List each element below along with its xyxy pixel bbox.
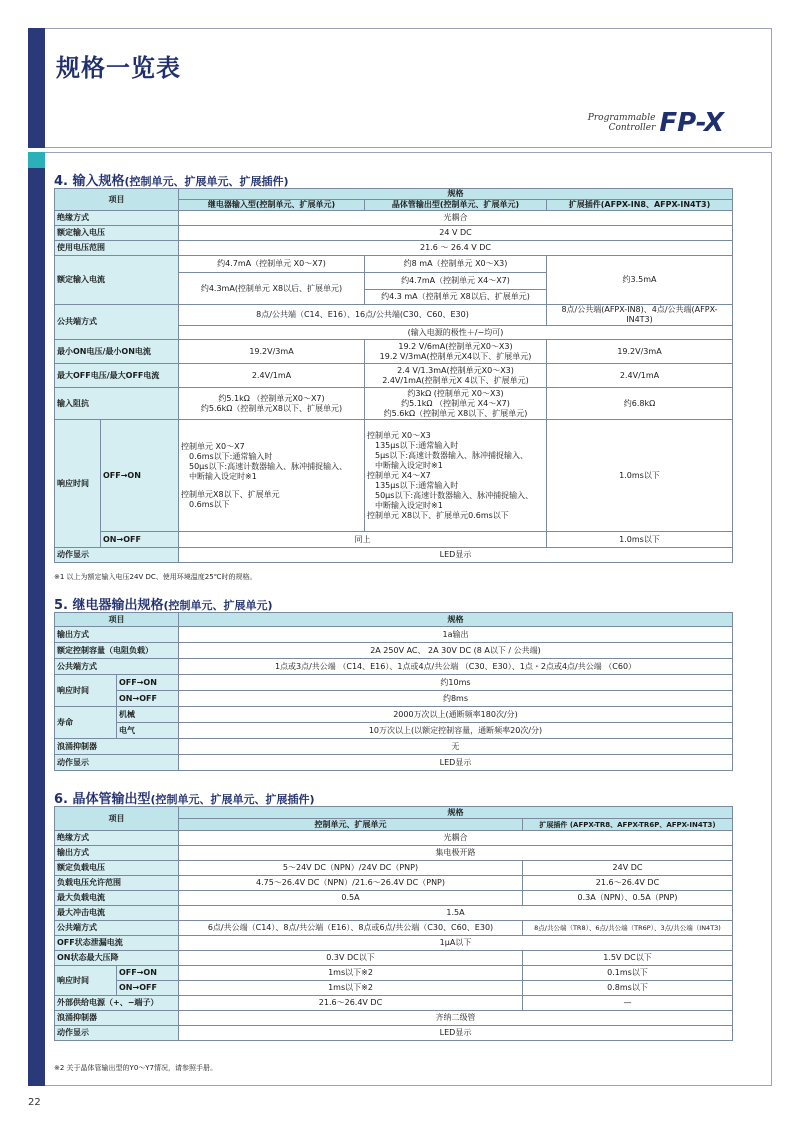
row-label: 额定输入电压 (55, 226, 179, 241)
cell-value: 19.2V/3mA (547, 340, 733, 364)
header-spec: 规格 (179, 189, 733, 200)
cell-value: 约5.1kΩ （控制单元X0～X7) 约5.6kΩ（控制单元X8以下、扩展单元) (179, 388, 365, 420)
cell-value: 2.4 V/1.3mA(控制单元X0～X3) 2.4V/1mA(控制单元X 4以下、扩展单元) (365, 364, 547, 388)
cell-value: 8点/公共端(AFPX-IN8)、4点/公共端(AFPX-IN4T3) (547, 305, 733, 326)
cell-value: 1.0ms以下 (547, 532, 733, 548)
cell-value: 无 (179, 739, 733, 755)
cell-value: 同上 (179, 532, 547, 548)
row-label: 额定输入电流 (55, 256, 179, 305)
cell-value: 2.4V/1mA (179, 364, 365, 388)
cell-value: 24 V DC (179, 226, 733, 241)
footnote-1: ※1 以上为额定输入电压24V DC、使用环境温度25℃时的规格。 (54, 573, 257, 581)
cell-value: 4.75～26.4V DC（NPN）/21.6～26.4V DC（PNP) (179, 876, 523, 891)
cell-value: 1ms以下※2 (179, 981, 523, 996)
cell-value: 约4.3 mA（控制单元 X8以后、扩展单元) (365, 290, 547, 305)
cell-value: 0.3V DC以下 (179, 951, 523, 966)
row-label: 输出方式 (55, 627, 179, 643)
row-label: 绝缘方式 (55, 831, 179, 846)
cell-value: 约8ms (179, 691, 733, 707)
cell-value: 约4.7mA（控制单元 X4～X7) (365, 273, 547, 290)
cell-value: 5～24V DC（NPN）/24V DC（PNP) (179, 861, 523, 876)
cell-value: 6点/共公端（C14）、8点/共公端（E16）、8点或6点/共公端（C30、C60、E30) (179, 921, 523, 936)
cell-value: 约3.5mA (547, 256, 733, 305)
cell-value: 19.2 V/6mA(控制单元X0～X3) 19.2 V/3mA(控制单元X4以下、扩展单元) (365, 340, 547, 364)
row-label: ON状态最大压降 (55, 951, 179, 966)
cell-value: 约4.7mA（控制单元 X0～X7) (179, 256, 365, 273)
cell-value: 0.1ms以下 (523, 966, 733, 981)
cell-value: 2000万次以上(通断频率180次/分) (179, 707, 733, 723)
content-accent-bar (28, 168, 45, 1086)
cell-value: 21.6～26.4V DC (179, 996, 523, 1011)
header-item: 项目 (55, 189, 179, 211)
cell-value: 21.6～26.4V DC (523, 876, 733, 891)
cell-value: 1a输出 (179, 627, 733, 643)
row-label: 寿命 (55, 707, 117, 739)
sub-label: 机械 (117, 707, 179, 723)
section-title-transistor-output: 6. 晶体管输出型(控制单元、扩展单元、扩展插件) (54, 792, 315, 807)
brand-tagline: Programmable Controller (587, 113, 656, 133)
cell-value: — (523, 996, 733, 1011)
row-label: OFF状态泄漏电流 (55, 936, 179, 951)
cell-value: 21.6 ～ 26.4 V DC (179, 241, 733, 256)
cell-value: 0.5A (179, 891, 523, 906)
header-plugin: 扩展插件(AFPX-IN8、AFPX-IN4T3) (547, 200, 733, 211)
header-item: 项目 (55, 807, 179, 831)
cell-value: 8点/共公端（TR8）、6点/共公端（TR6P）、3点/共公端（IN4T3) (523, 921, 733, 936)
cell-value: 约6.8kΩ (547, 388, 733, 420)
header-spec: 规格 (179, 613, 733, 627)
brand-name: FP-X (659, 108, 724, 138)
row-label: 浪涌抑制器 (55, 1011, 179, 1026)
cell-value: LED显示 (179, 1026, 733, 1041)
cell-value: 1μA以下 (179, 936, 733, 951)
cell-value: 约4.3mA(控制单元 X8以后、扩展单元) (179, 273, 365, 305)
cell-value: (输入电源的极性＋/−均可) (179, 326, 733, 340)
cell-value: 19.2V/3mA (179, 340, 365, 364)
cell-value: 2A 250V AC、 2A 30V DC (8 A以下 / 公共端) (179, 643, 733, 659)
cell-value: 1.5V DC以下 (523, 951, 733, 966)
cell-value: 24V DC (523, 861, 733, 876)
cell-value: 约8 mA（控制单元 X0～X3) (365, 256, 547, 273)
cell-value: LED显示 (179, 755, 733, 771)
cell-value: 1.0ms以下 (547, 420, 733, 532)
cell-value: 光耦合 (179, 211, 733, 226)
row-label: 响应时间 (55, 966, 117, 996)
content-accent-tab (28, 152, 45, 168)
row-label: 额定负载电压 (55, 861, 179, 876)
sub-label: ON→OFF (117, 691, 179, 707)
row-label: 响应时间 (55, 675, 117, 707)
row-label: 动作显示 (55, 1026, 179, 1041)
section-title-input: 4. 输入规格(控制单元、扩展单元、扩展插件) (54, 174, 289, 189)
row-label: 外部供给电源（+、−端子） (55, 996, 179, 1011)
header-accent-top (28, 28, 45, 44)
row-label: 输出方式 (55, 846, 179, 861)
row-label: 公共端方式 (55, 305, 179, 340)
cell-value: 约10ms (179, 675, 733, 691)
cell-value: 2.4V/1mA (547, 364, 733, 388)
row-label: 动作显示 (55, 548, 179, 563)
header-main-unit: 控制单元、扩展单元 (179, 819, 523, 831)
row-label: 额定控制容量（电阻负载） (55, 643, 179, 659)
row-label: 浪涌抑制器 (55, 739, 179, 755)
cell-value: 0.3A（NPN）、0.5A（PNP) (523, 891, 733, 906)
page-title: 规格一览表 (56, 54, 181, 82)
row-label: 响应时间 (55, 420, 101, 548)
cell-value: 1ms以下※2 (179, 966, 523, 981)
cell-value: 1.5A (179, 906, 733, 921)
sub-label: OFF→ON (117, 675, 179, 691)
cell-value: 8点/公共端（C14、E16）、16点/公共端(C30、C60、E30) (179, 305, 547, 326)
row-label: 动作显示 (55, 755, 179, 771)
row-label: 负载电压允许范围 (55, 876, 179, 891)
header-item: 项目 (55, 613, 179, 627)
response-transistor-cell: 控制单元 X0～X3 135μs以下:通常输入时 5μs以下:高速计数器输入、脉冲捕捉输入、 中断输入设定时※1 控制单元 X4～X7 135μs以下:通常输入时 50μs以下:高速计数器输入、脉冲捕捉输入、 中断输入设定时※1 控制单元 X8以下、扩展单元0.6ms以下 (365, 420, 547, 532)
cell-value: LED显示 (179, 548, 733, 563)
header-plugin: 扩展插件 (AFPX-TR8、AFPX-TR6P、AFPX-IN4T3) (523, 819, 733, 831)
row-label: 最小ON电压/最小ON电流 (55, 340, 179, 364)
cell-value: 光耦合 (179, 831, 733, 846)
cell-value: 集电极开路 (179, 846, 733, 861)
transistor-output-table (54, 806, 733, 1041)
relay-output-table (54, 612, 733, 771)
row-label: 公共端方式 (55, 659, 179, 675)
response-relay-cell: 控制单元 X0～X7 0.6ms以下:通常输入时 50μs以下:高速计数器输入、脉冲捕捉输入、 中断输入设定时※1 控制单元X8以下、扩展单元 0.6ms以下 (179, 420, 365, 532)
row-label: 使用电压范围 (55, 241, 179, 256)
header-accent-bar (28, 44, 45, 148)
sub-label: 电气 (117, 723, 179, 739)
cell-value: 齐纳二级管 (179, 1011, 733, 1026)
cell-value: 0.8ms以下 (523, 981, 733, 996)
header-transistor-input: 晶体管输出型(控制单元、扩展单元) (365, 200, 547, 211)
row-label: 最大负载电流 (55, 891, 179, 906)
row-label: 绝缘方式 (55, 211, 179, 226)
sub-label: ON→OFF (117, 981, 179, 996)
row-label: 公共端方式 (55, 921, 179, 936)
footnote-2: ※2 关于晶体管输出型的Y0～Y7情况，请参照手册。 (54, 1064, 218, 1072)
row-label: 最大OFF电压/最大OFF电流 (55, 364, 179, 388)
page-number: 22 (28, 1097, 41, 1108)
sub-label: ON→OFF (101, 532, 179, 548)
brand-logo (588, 108, 724, 138)
input-spec-table (54, 188, 733, 563)
section-title-relay-output: 5. 继电器输出规格(控制单元、扩展单元) (54, 598, 273, 613)
cell-value: 10万次以上(以额定控制容量，通断频率20次/分) (179, 723, 733, 739)
sub-label: OFF→ON (117, 966, 179, 981)
cell-value: 约3kΩ (控制单元 X0～X3) 约5.1kΩ （控制单元 X4～X7) 约5.6kΩ（控制单元 X8以下、扩展单元) (365, 388, 547, 420)
cell-value: 1点或3点/共公端 （C14、E16）、1点或4点/共公端 （C30、E30）、1点・2点或4点/共公端 （C60） (179, 659, 733, 675)
header-relay-input: 继电器输入型(控制单元、扩展单元) (179, 200, 365, 211)
row-label: 最大冲击电流 (55, 906, 179, 921)
row-label: 输入阻抗 (55, 388, 179, 420)
sub-label: OFF→ON (101, 420, 179, 532)
header-spec: 规格 (179, 807, 733, 819)
